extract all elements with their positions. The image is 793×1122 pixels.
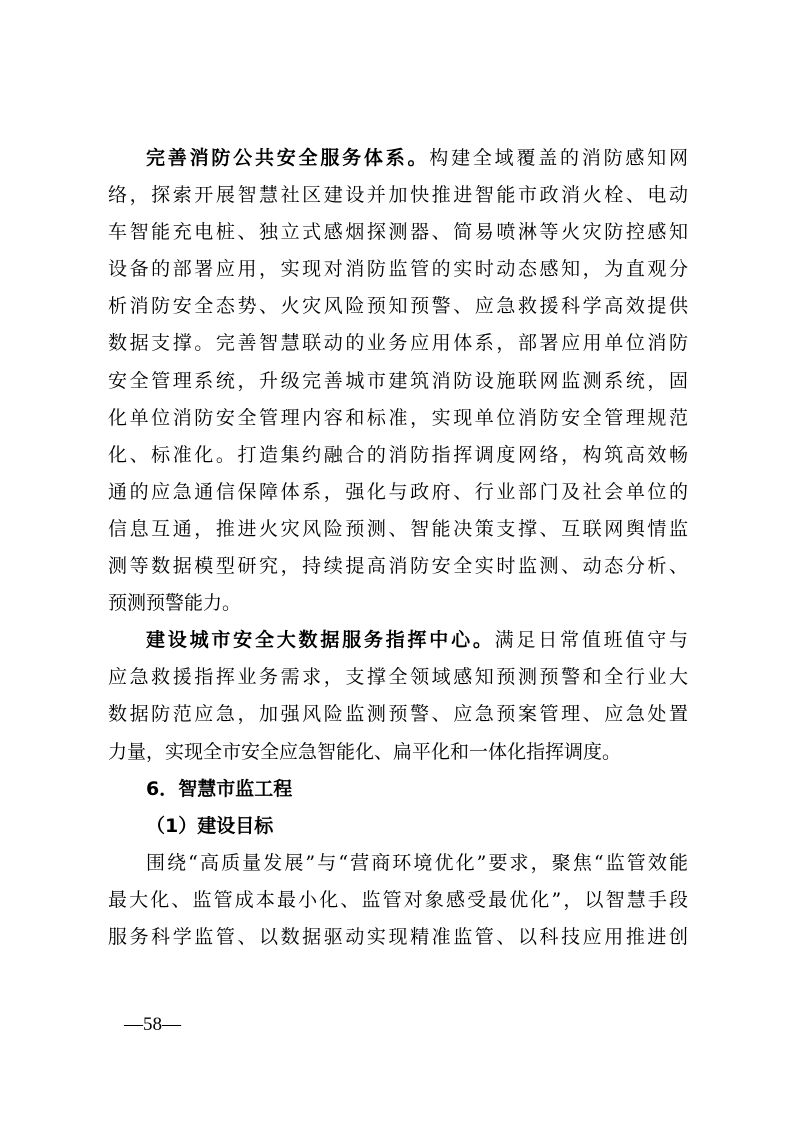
paragraph-1-line-10: 通的应急通信保障体系，强化与政府、行业部门及社会单位的: [108, 480, 688, 503]
paragraph-1-line-12: 测等数据模型研究，持续提高消防安全实时监测、动态分析、: [108, 555, 688, 578]
paragraph-1-line-7: 安全管理系统，升级完善城市建筑消防设施联网监测系统，固: [108, 369, 688, 392]
paragraph-1-line-8: 化单位消防安全管理内容和标准，实现单位消防安全管理规范: [108, 406, 688, 429]
paragraph-1-line-13: 预测预警能力。: [108, 592, 242, 615]
paragraph-3-line-1: 围绕“高质量发展”与“营商环境优化”要求，聚焦“监管效能: [146, 851, 688, 874]
section-heading: 6．智慧市监工程: [146, 777, 293, 800]
page-number: —58—: [124, 1014, 181, 1035]
paragraph-3-line-3: 服务科学监管、以数据驱动实现精准监管、以科技应用推进创: [108, 925, 688, 948]
paragraph-2-line-1: [108, 622, 688, 659]
paragraph-2-lead: 建设城市安全大数据服务指挥中心。: [146, 629, 495, 652]
paragraph-3-line-2: 最大化、监管成本最小化、监管对象感受最优化”，以智慧手段: [108, 888, 688, 911]
paragraph-1-lead: 完善消防公共安全服务体系。: [146, 147, 430, 169]
paragraph-1-line-9: 化、标准化。打造集约融合的消防指挥调度网络，构筑高效畅: [108, 443, 688, 466]
paragraph-1-text: 构建全域覆盖的消防感知网: [429, 147, 688, 169]
paragraph-1-line-11: 信息互通，推进火灾风险预测、智能决策支撑、互联网舆情监: [108, 517, 688, 540]
paragraph-2-text: 满足日常值班值守与: [494, 629, 688, 652]
paragraph-1-line-3: 车智能充电桩、独立式感烟探测器、简易喷淋等火灾防控感知: [108, 221, 688, 244]
body-text: [108, 140, 688, 956]
paragraph-1-line-2: 络，探索开展智慧社区建设并加快推进智能市政消火栓、电动: [108, 184, 688, 207]
paragraph-2-line-2: 应急救援指挥业务需求，支撑全领域感知预测预警和全行业大: [108, 666, 688, 689]
subsection-heading: （1）建设目标: [146, 814, 274, 837]
paragraph-1-line-4: 设备的部署应用，实现对消防监管的实时动态感知，为直观分: [108, 258, 688, 281]
paragraph-1-line-1: [108, 140, 688, 177]
paragraph-2-line-3: 数据防范应急，加强风险监测预警、应急预案管理、应急处置: [108, 703, 688, 726]
paragraph-1-line-6: 数据支撑。完善智慧联动的业务应用体系，部署应用单位消防: [108, 332, 688, 355]
paragraph-2-line-4: 力量，实现全市安全应急智能化、扁平化和一体化指挥调度。: [108, 740, 622, 763]
paragraph-1-line-5: 析消防安全态势、火灾风险预知预警、应急救援科学高效提供: [108, 295, 688, 318]
